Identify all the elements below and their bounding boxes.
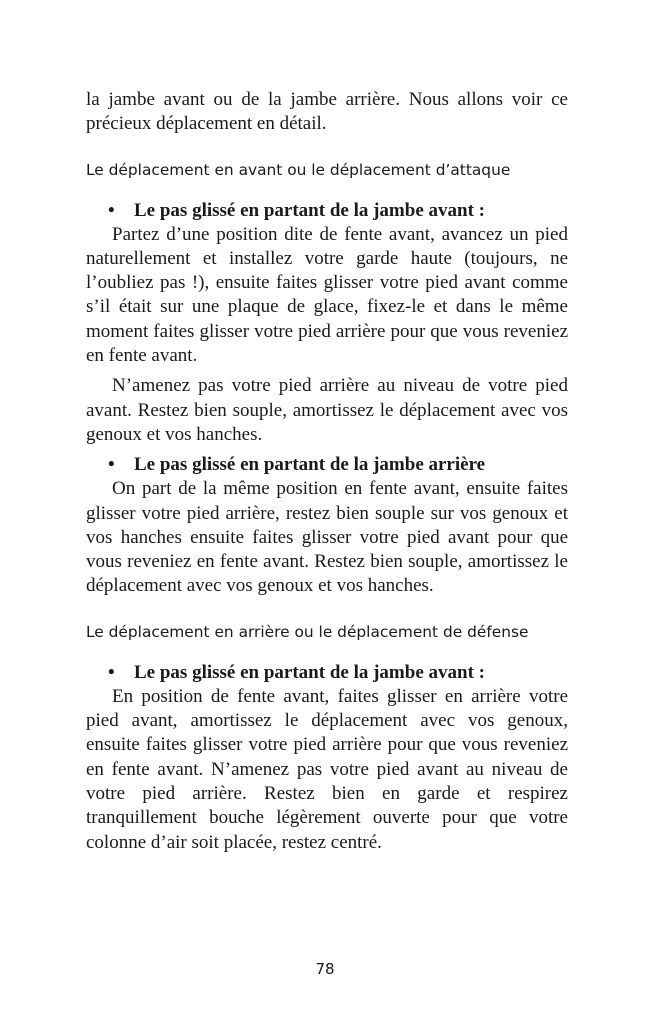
section-heading-attack: Le déplacement en avant ou le déplacement d’attaque — [86, 160, 511, 179]
page-number: 78 — [315, 960, 335, 978]
bullet-item-forward-rear — [86, 453, 568, 477]
bullet-label: Le pas glissé en partant de la jambe avant : — [134, 199, 485, 221]
page-body — [86, 88, 568, 855]
paragraph-backward-front: En position de fente avant, faites glisser en arrière votre pied avant, amortissez le déplacement avec vos genoux, ensuite faites glisser votre pied arrière pour que vous reveniez en fente avant. N’amenez pas votre pied avant au niveau de votre pied arrière. Restez bien en garde et respirez tranquillement bouche légèrement ouverte pour que votre colonne d’air soit placée, restez centré. — [86, 685, 568, 853]
bullet-item-forward-front — [86, 199, 568, 223]
paragraph-forward-front: Partez d’une position dite de fente avant, avancez un pied naturellement et installez votre garde haute (toujours, ne l’oubliez pas !), ensuite faites glisser votre pied avant comme s’il était sur une plaque de glace, fixez-le et dans le même moment faites glisser votre pied arrière pour que vous reveniez en fente avant. — [86, 223, 568, 367]
paragraph-forward-note: N’amenez pas votre pied arrière au niveau de votre pied avant. Restez bien souple, amortissez le déplacement avec vos genoux et vos hanches. — [86, 375, 568, 445]
paragraph-forward-rear: On part de la même position en fente avant, ensuite faites glisser votre pied arrière, restez bien souple sur vos genoux et vos hanches ensuite faites glisser votre pied avant pour que vous reveniez en fente avant. Restez bien souple, amortissez le déplacement avec vos genoux et vos hanches. — [86, 478, 568, 597]
bullet-icon: • — [108, 199, 115, 221]
intro-paragraph: la jambe avant ou de la jambe arrière. Nous allons voir ce précieux déplacement en détail. — [86, 89, 568, 135]
bullet-label: Le pas glissé en partant de la jambe avant : — [134, 661, 485, 683]
bullet-label: Le pas glissé en partant de la jambe arrière — [134, 454, 486, 476]
bullet-icon: • — [108, 454, 115, 476]
bullet-icon: • — [108, 661, 115, 683]
bullet-item-backward-front — [86, 661, 568, 685]
section-heading-defense: Le déplacement en arrière ou le déplacement de défense — [86, 622, 529, 641]
